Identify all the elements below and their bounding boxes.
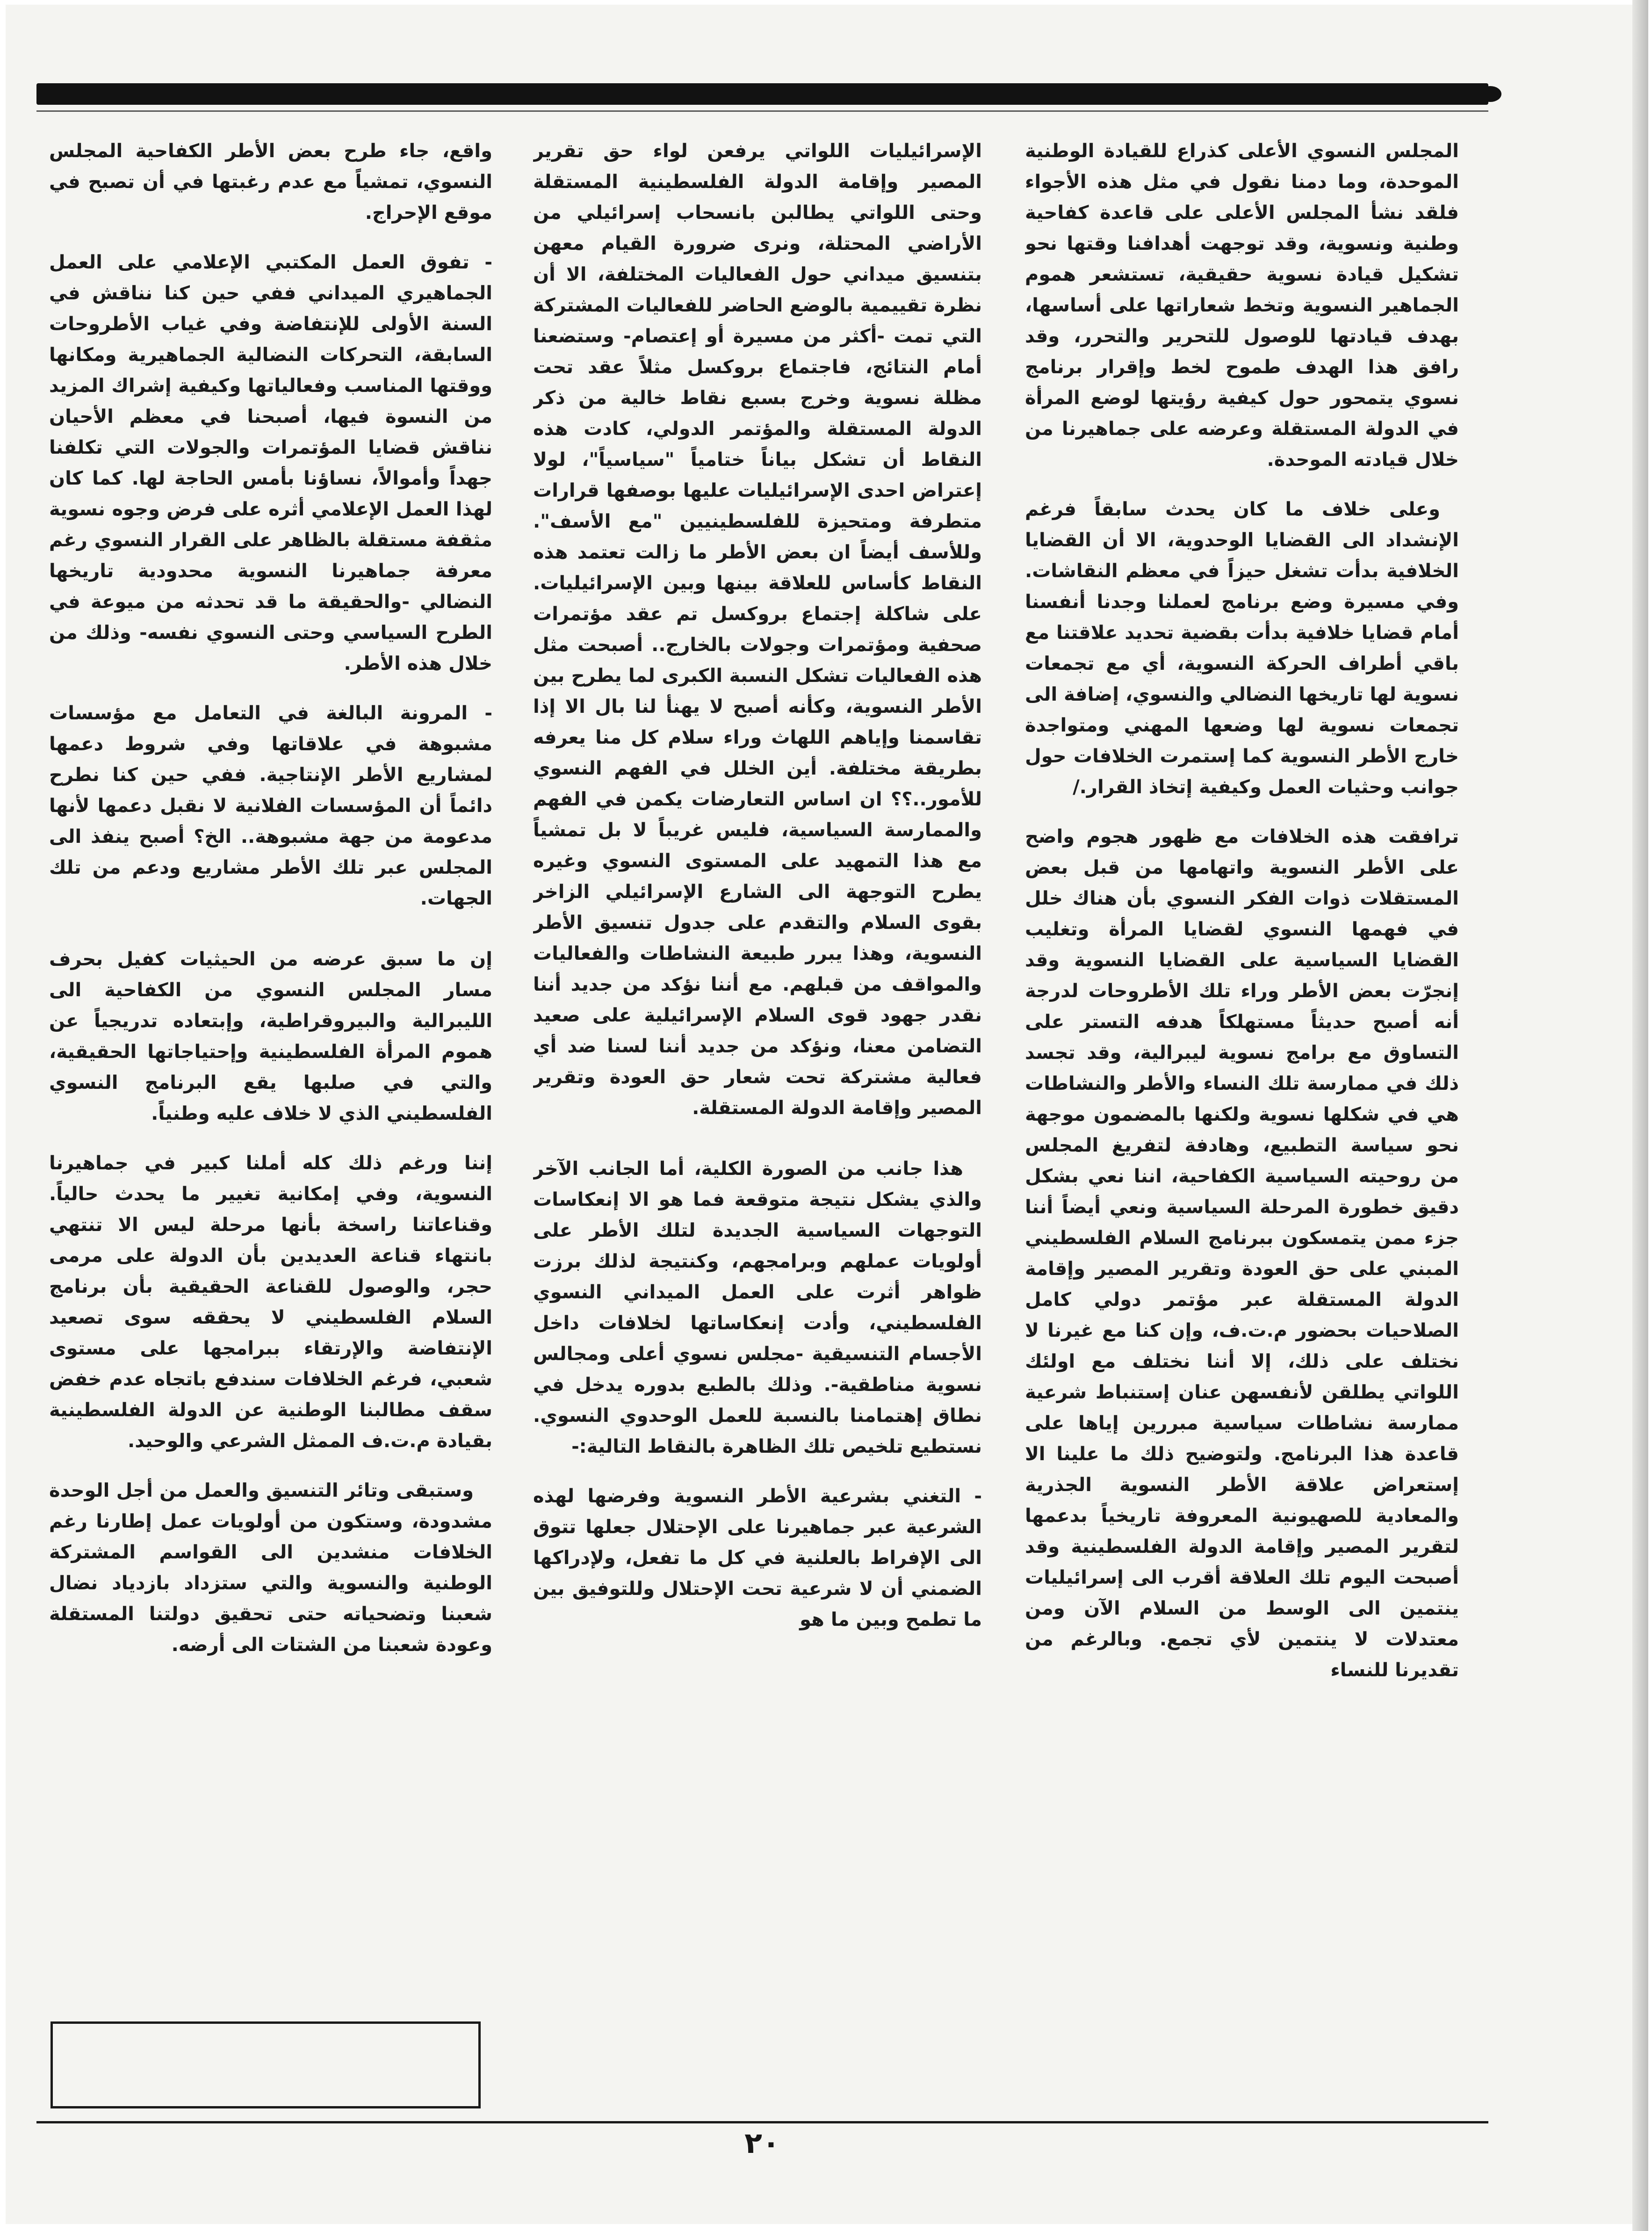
column-middle: [533, 136, 982, 2100]
paragraph: - المرونة البالغة في التعامل مع مؤسسات مشبوهة في علاقاتها وفي شروط دعمها لمشاريع الأطر الإنتاجية. ففي حين كنا نطرح دائماً أن المؤسسات الفلانية لا نقبل دعمها لأنها مدعومة من جهة مشبوهة.. الخ؟ أصبح ينفذ الى المجلس عبر تلك الأطر مشاريع ودعم من تلك الجهات.: [49, 703, 492, 909]
footer-rule: [36, 2121, 1488, 2123]
paragraph: المجلس النسوي الأعلى كذراع للقيادة الوطنية الموحدة، وما دمنا نقول في مثل هذه الأجواء فلقد نشأ المجلس الأعلى على قاعدة كفاحية وطنية ونسوية، وقد توجهت أهدافنا وقتها نحو تشكيل قيادة نسوية حقيقية، تستشعر هموم الجماهير النسوية وتخط شعاراتها على أساسها، بهدف قيادتها للوصول للتحرير والتحرر، وقد رافق هذا الهدف طموح لخط وإقرار برنامج نسوي يتمحور حول كيفية رؤيتها لوضع المرأة في الدولة المستقلة وعرضه على جماهيرنا من خلال قيادته الموحدة.: [1025, 140, 1459, 471]
header-rule-thin: [36, 110, 1488, 112]
paragraph: إننا ورغم ذلك كله أملنا كبير في جماهيرنا النسوية، وفي إمكانية تغيير ما يحدث حالياً. وقناعاتنا راسخة بأنها مرحلة ليس الا تنتهي بانتهاء قناعة العديدين بأن الدولة على مرمى حجر، والوصول للقناعة الحقيقية بأن برنامج السلام الفلسطيني لا يحققه سوى تصعيد الإنتفاضة والإرتقاء ببرامجها على مستوى شعبي، فرغم الخلافات سندفع باتجاه عدم خفض سقف مطالبنا الوطنية عن الدولة الفلسطينية بقيادة م.ت.ف الممثل الشرعي والوحيد.: [49, 1152, 492, 1452]
column-right: [1025, 136, 1459, 2100]
page-number: ٢٠: [744, 2126, 780, 2160]
paragraph: ترافقت هذه الخلافات مع ظهور هجوم واضح على الأطر النسوية واتهامها من قبل بعض المستقلات ذوات الفكر النسوي بأن هناك خلل في فهمها النسوي لقضايا المرأة وتغليب القضايا السياسية على القضايا النسوية وقد إنجرّت بعض الأطر وراء تلك الأطروحات لدرجة أنه أصبح حديثاً مستهلكاً هدفه التستر على التساوق مع برامج نسوية ليبرالية، وقد تجسد ذلك في ممارسة تلك النساء والأطر والنشاطات هي في شكلها نسوية ولكنها بالمضمون موجهة نحو سياسة التطبيع، وهادفة لتفريغ المجلس من روحيته السياسية الكفاحية، اننا نعي بشكل دقيق خطورة المرحلة السياسية ونعي أيضاً أننا جزء ممن يتمسكون ببرنامج السلام الفلسطيني المبني على حق العودة وتقرير المصير وإقامة الدولة المستقلة عبر مؤتمر دولي كامل الصلاحيات بحضور م.ت.ف، وإن كنا مع غيرنا لا نختلف على ذلك، إلا أننا نختلف مع اولئك اللواتي يطلقن لأنفسهن عنان إستنباط شرعية ممارسة نشاطات سياسية مبررين إياها على قاعدة هذا البرنامج. ولتوضيح ذلك ما علينا الا إستعراض علاقة الأطر النسوية الجذرية والمعادية للصهيونية المعروفة تاريخياً بدعمها لتقرير المصير وإقامة الدولة الفلسطينية وقد أصبحت اليوم تلك العلاقة أقرب الى إسرائيليات ينتمين الى الوسط من السلام الآن ومن معتدلات لا ينتمين لأي تجمع. وبالرغم من تقديرنا للنساء: [1025, 826, 1459, 1681]
paragraph: وعلى خلاف ما كان يحدث سابقاً فرغم الإنشداد الى القضايا الوحدوية، الا أن القضايا الخلافية بدأت تشغل حيزاً في معظم النقاشات. وفي مسيرة وضع برنامج لعملنا وجدنا أنفسنا أمام قضايا خلافية بدأت بقضية تحديد علاقتنا مع باقي أطراف الحركة النسوية، أي مع تجمعات نسوية لها تاريخها النضالي والنسوي، إضافة الى تجمعات نسوية لها وضعها المهني ومتواجدة خارج الأطر النسوية كما إستمرت الخلافات حول جوانب وحثيات العمل وكيفية إتخاذ القرار./: [1025, 499, 1459, 798]
column-left: [49, 136, 492, 2016]
paragraph: - التغني بشرعية الأطر النسوية وفرضها لهذه الشرعية عبر جماهيرنا على الإحتلال جعلها تتوق الى الإفراط بالعلنية في كل ما تفعل، ولإدراكها الضمني أن لا شرعية تحت الإحتلال وللتوفيق بين ما تطمح وبين ما هو: [533, 1485, 982, 1630]
paragraph: وستبقى وتائر التنسيق والعمل من أجل الوحدة مشدودة، وستكون من أولويات عمل إطارنا رغم الخلافات منشدين الى القواسم المشتركة الوطنية والنسوية والتي ستزداد بازدياد نضال شعبنا وتضحياته حتى تحقيق دولتنا المستقلة وعودة شعبنا من الشتات الى أرضه.: [49, 1480, 492, 1656]
empty-frame-box: [50, 2021, 481, 2108]
paragraph: إن ما سبق عرضه من الحيثيات كفيل بحرف مسار المجلس النسوي من الكفاحية الى الليبرالية والبيروقراطية، وإبتعاده تدريجياً عن هموم المرأة الفلسطينية وإحتياجاتها الحقيقية، والتي في صلبها يقع البرنامج النسوي الفلسطيني الذي لا خلاف عليه وطنياً.: [49, 949, 492, 1124]
paragraph: واقع، جاء طرح بعض الأطر الكفاحية المجلس النسوي، تمشياً مع عدم رغبتها في أن تصبح في موقع الإحراج.: [49, 140, 492, 224]
header-rule: [36, 83, 1488, 105]
paragraph: هذا جانب من الصورة الكلية، أما الجانب الآخر والذي يشكل نتيجة متوقعة فما هو الا إنعكاسات التوجهات السياسية الجديدة لتلك الأطر على أولويات عملهم وبرامجهم، وكنتيجة لذلك برزت ظواهر أثرت على العمل الميداني النسوي الفلسطيني، وأدت إنعكاساتها لخلافات داخل الأجسام التنسيقية -مجلس نسوي أعلى ومجالس نسوية مناطقية-. وذلك بالطبع بدوره يدخل في نطاق إهتمامنا بالنسبة للعمل الوحدوي النسوي. نستطيع تلخيص تلك الظاهرة بالنقاط التالية:-: [533, 1158, 982, 1457]
page-edge-shadow: [1632, 0, 1648, 2231]
paragraph: - تفوق العمل المكتبي الإعلامي على العمل الجماهيري الميداني ففي حين كنا نناقش في السنة الأولى للإنتفاضة وفي غياب الأطروحات السابقة، التحركات النضالية الجماهيرية ومكانها ووقتها المناسب وفعالياتها وكيفية إشراك المزيد من النسوة فيها، أصبحنا في معظم الأحيان نناقش قضايا المؤتمرات والجولات التي تكلفنا جهداً وأموالاً، نساؤنا بأمس الحاجة لها. كما كان لهذا العمل الإعلامي أثره على فرض وجوه نسوية مثقفة مستقلة بالظاهر على القرار النسوي رغم معرفة جماهيرنا النسوية محدودية تاريخها النضالي -والحقيقة ما قد تحدثه من ميوعة في الطرح السياسي وحتى النسوي نفسه- وذلك من خلال هذه الأطر.: [49, 252, 492, 674]
paragraph: الإسرائيليات اللواتي يرفعن لواء حق تقرير المصير وإقامة الدولة الفلسطينية المستقلة وحتى اللواتي يطالبن بانسحاب إسرائيلي من الأراضي المحتلة، ونرى ضرورة القيام معهن بتنسيق ميداني حول الفعاليات المختلفة، الا أن نظرة تقييمية بالوضع الحاضر للفعاليات المشتركة التي تمت -أكثر من مسيرة أو إعتصام- وستضعنا أمام النتائج، فاجتماع بروكسل مثلاً عقد تحت مظلة نسوية وخرج بسبع نقاط خالية من ذكر الدولة المستقلة والمؤتمر الدولي، كادت هذه النقاط أن تشكل بياناً ختامياً "سياسياً"، لولا إعتراض احدى الإسرائيليات عليها بوصفها قرارات متطرفة ومتحيزة للفلسطينيين "مع الأسف". وللأسف أيضاً ان بعض الأطر ما زالت تعتمد هذه النقاط كأساس للعلاقة بينها وبين الإسرائيليات. على شاكلة إجتماع بروكسل تم عقد مؤتمرات صحفية ومؤتمرات وجولات بالخارج.. أصبحت مثل هذه الفعاليات تشكل النسبة الكبرى لما يطرح بين الأطر النسوية، وكأنه أصبح لا يهنأ لنا بال الا إذا تقاسمنا وإياهم اللهاث وراء سلام كل منا يعرفه بطريقة مختلفة. أين الخلل في الفهم النسوي للأمور..؟؟ ان اساس التعارضات يكمن في الفهم والممارسة السياسية، فليس غريباً لا بل تمشياً مع هذا التمهيد على المستوى النسوي وغيره يطرح التوجهة الى الشارع الإسرائيلي الزاخر بقوى السلام والتقدم على جدول تنسيق الأطر النسوية، وهذا يبرر طبيعة النشاطات والفعاليات والمواقف من قبلهم. مع أننا نؤكد من جديد أننا نقدر جهود قوى السلام الإسرائيلية على صعيد التضامن معنا، ونؤكد من جديد أننا لسنا ضد أي فعالية مشتركة تحت شعار حق العودة وتقرير المصير وإقامة الدولة المستقلة.: [533, 140, 982, 1119]
